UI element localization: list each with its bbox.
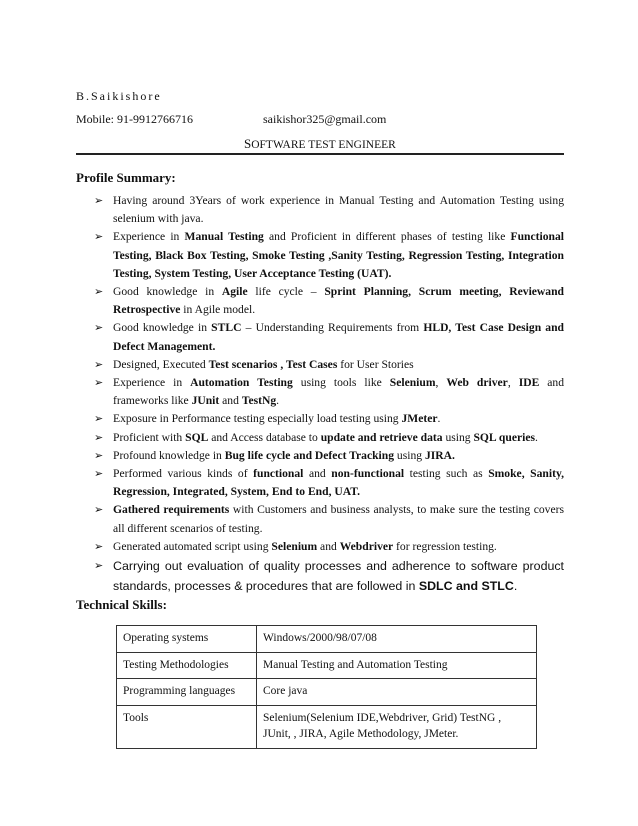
text: and	[317, 539, 340, 553]
skill-category: Tools	[117, 706, 257, 749]
text: for regression testing.	[393, 539, 497, 553]
summary-bullet	[94, 228, 564, 283]
text: using	[442, 430, 474, 444]
summary-bullet	[94, 356, 564, 374]
bold-text: update and retrieve data	[320, 430, 443, 444]
bold-text: Smoke, Sanity, Regression, Integrated, System, End to End, UAT.	[113, 467, 564, 499]
skill-value: Windows/2000/98/07/08	[257, 626, 537, 653]
text: using tools like	[292, 376, 390, 390]
job-title-rest: OFTWARE TEST ENGINEER	[251, 139, 396, 151]
text: Good knowledge in	[113, 285, 222, 299]
skill-value: Selenium(Selenium IDE,Webdriver, Grid) TestNG , JUnit, , JIRA, Agile Methodology, JMeter.	[257, 706, 537, 749]
text: Carrying out evaluation of quality processes and adherence to software product standards, processes & procedures that are followed in	[113, 559, 564, 594]
arrow-bullet-icon: ➢	[94, 448, 104, 462]
summary-bullet	[94, 501, 564, 537]
arrow-bullet-icon: ➢	[94, 230, 104, 244]
summary-bullet	[94, 447, 564, 465]
arrow-bullet-icon: ➢	[94, 357, 104, 371]
summary-bullet	[94, 374, 564, 410]
skill-category: Programming languages	[117, 679, 257, 706]
text: Proficient with	[113, 430, 186, 444]
bold-text: Test scenarios , Test Cases	[208, 357, 338, 371]
bold-text: Manual Testing	[184, 230, 264, 244]
bold-text: Sprint Planning, Scrum meeting, Reviewand Retrospective	[113, 285, 564, 317]
text: and Access database to	[208, 430, 321, 444]
bold-text: JMeter	[401, 412, 438, 426]
text: ,	[507, 376, 519, 390]
arrow-bullet-icon: ➢	[94, 194, 104, 207]
contact-line	[76, 112, 556, 127]
technical-skills-heading: Technical Skills:	[76, 597, 167, 612]
bold-text: Functional Testing, Black Box Testing, Smoke Testing ,Sanity Testing, Regression Testing, Integration Testing, System Testing, User Acceptance Testing (UAT).	[113, 230, 564, 280]
text: Having around 3Years of work experience in Manual Testing and Automation Testing using selenium with java.	[113, 194, 564, 226]
bold-text: non-functional	[331, 467, 405, 481]
text: with Customers and business analysts, to make sure the testing covers all different scenarios of testing.	[113, 503, 564, 535]
text: .	[535, 430, 538, 444]
table-row	[117, 653, 537, 679]
table-row	[117, 706, 537, 749]
bold-text: Selenium	[271, 539, 318, 553]
bold-text: STLC	[211, 321, 242, 335]
summary-bullet	[94, 410, 564, 428]
arrow-bullet-icon: ➢	[94, 559, 104, 573]
bold-text: Selenium	[389, 376, 436, 390]
header-divider	[76, 153, 564, 155]
bold-text: Webdriver	[339, 539, 394, 553]
skill-category: Testing Methodologies	[117, 653, 257, 679]
skill-value: Core java	[257, 679, 537, 706]
text: and	[303, 467, 332, 481]
arrow-bullet-icon: ➢	[94, 285, 104, 299]
bold-text: Agile	[221, 285, 248, 299]
table-row	[117, 679, 537, 706]
arrow-bullet-icon: ➢	[94, 412, 104, 426]
table-row	[117, 626, 537, 653]
skill-category: Operating systems	[117, 626, 257, 653]
profile-summary-list	[94, 192, 564, 596]
bold-text: functional	[253, 467, 304, 481]
bold-text: SDLC and STLC	[418, 579, 514, 594]
job-title-row	[76, 133, 564, 153]
summary-bullet	[94, 283, 564, 319]
job-title-initial: S	[244, 136, 252, 151]
text: using	[394, 448, 425, 462]
bold-text: SQL	[185, 430, 209, 444]
bold-text: HLD, Test Case Design and Defect Management.	[113, 321, 565, 353]
skill-value: Manual Testing and Automation Testing	[257, 653, 537, 679]
text: .	[276, 394, 280, 408]
arrow-bullet-icon: ➢	[94, 503, 104, 517]
text: ,	[435, 376, 447, 390]
text: for User Stories	[337, 357, 414, 371]
candidate-name: B.Saikishore	[76, 89, 162, 103]
text: Performed various kinds of	[113, 467, 254, 481]
text: Good knowledge in	[113, 321, 212, 335]
arrow-bullet-icon: ➢	[94, 321, 104, 335]
summary-bullet	[94, 556, 564, 596]
mobile-number: Mobile: 91-9912766716	[76, 112, 193, 126]
arrow-bullet-icon: ➢	[94, 376, 104, 390]
summary-bullet	[94, 429, 564, 447]
bold-text: JIRA.	[424, 448, 455, 462]
text: life cycle –	[247, 285, 325, 299]
text: in Agile model.	[180, 303, 256, 317]
text: Exposure in Performance testing especially load testing using	[113, 412, 402, 426]
bold-text: Gathered requirements	[113, 503, 230, 517]
bold-text: SQL queries	[473, 430, 535, 444]
text: testing such as	[404, 467, 489, 481]
text: .	[513, 579, 518, 594]
text: Experience in	[113, 376, 191, 390]
arrow-bullet-icon: ➢	[94, 430, 104, 444]
text: and Proficient in different phases of testing like	[263, 230, 511, 244]
arrow-bullet-icon: ➢	[94, 539, 104, 553]
text: Profound knowledge in	[113, 448, 225, 462]
profile-summary-heading: Profile Summary:	[76, 170, 176, 185]
summary-bullet	[94, 192, 564, 228]
bold-text: Automation Testing	[190, 376, 293, 390]
text: Designed, Executed	[113, 357, 209, 371]
bold-text: IDE	[518, 376, 540, 390]
text: Generated automated script using	[113, 539, 272, 553]
summary-bullet	[94, 538, 564, 556]
summary-bullet	[94, 465, 564, 501]
bold-text: TestNg	[241, 394, 277, 408]
text: – Understanding Requirements from	[241, 321, 424, 335]
arrow-bullet-icon: ➢	[94, 467, 104, 481]
text: and	[219, 394, 242, 408]
bold-text: Web driver	[446, 376, 508, 390]
bold-text: Bug life cycle and Defect Tracking	[224, 448, 395, 462]
text: .	[437, 412, 441, 426]
text: Experience in	[113, 230, 185, 244]
summary-bullet	[94, 319, 564, 355]
job-title	[244, 136, 396, 152]
technical-skills-table	[116, 625, 537, 749]
text: and frameworks like	[113, 376, 565, 408]
bold-text: JUnit	[191, 394, 220, 408]
email-address: saikishor325@gmail.com	[263, 112, 387, 126]
